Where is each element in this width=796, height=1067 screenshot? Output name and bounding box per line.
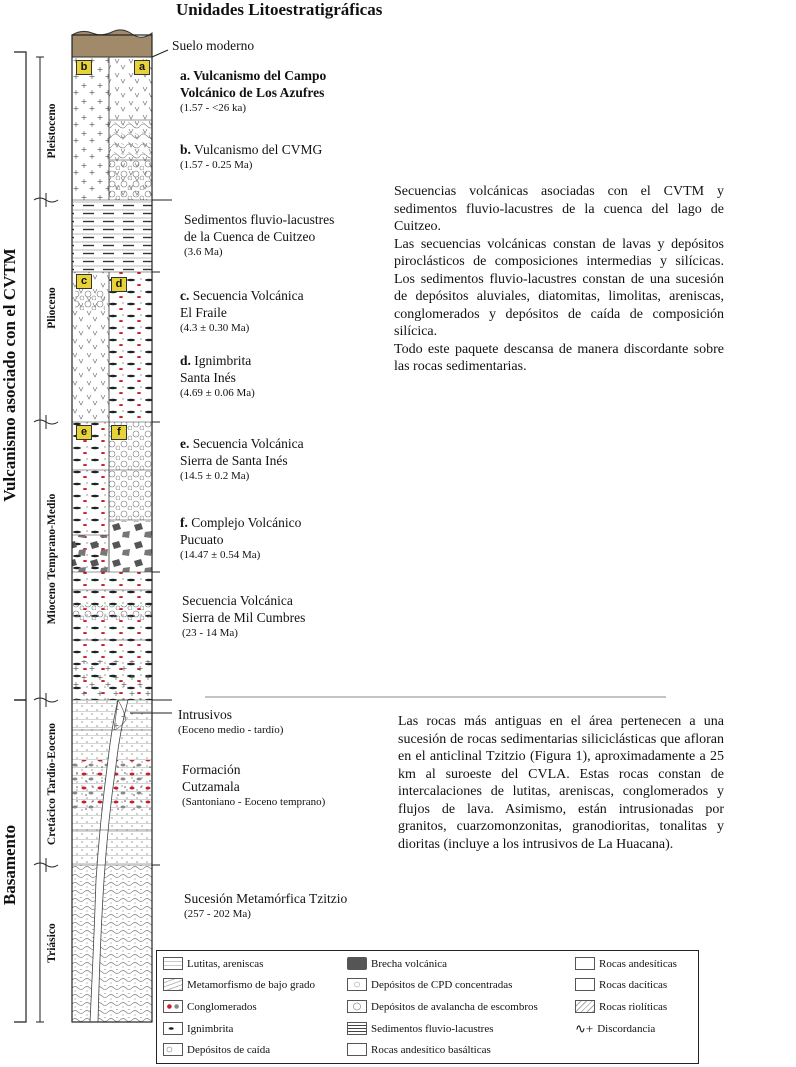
legend-rioliticas: Rocas riolíticas [575,1000,667,1013]
unit-d: d. Ignimbrita Santa Inés (4.69 ± 0.06 Ma) [180,353,255,399]
epoch-label-triasico: Triásico [46,923,58,963]
legend-avalancha: Depósitos de avalancha de escombros [347,1000,538,1013]
epoch-label-mioceno: Mioceno Temprano-Medio [46,493,58,625]
legend-ignimbrita: Ignimbrita [163,1022,233,1035]
unit-sedimentos: Sedimentos fluvio-lacustres de la Cuenca de Cuitzeo (3.6 Ma) [184,212,335,258]
unit-cutzamala: Formación Cutzamala (Santoniano - Eoceno temprano) [182,762,326,808]
badge-a: a [134,60,150,75]
epoch-label-plioceno: Plioceno [46,287,58,329]
description-basement: Las rocas más antiguas en el área pertenecen a una sucesión de rocas sedimentarias siliciclásticas que afloran en el anticlinal Tzitzio (Figura 1), aproximadamente a 25 km al suroeste del CVLA. Estas rocas constan de intercalaciones de lutitas, areniscas, conglomerados y flujos de lava. Asimismo, están intrusionadas por granitos, cuarzomonzonitas, granodioritas, tonalitas y dioritas (incluye a los intrusivos de La Huacana). [398,714,724,852]
diagram-title: Unidades Litoestratigráficas [176,0,383,19]
ignimbrita-swatch-icon [163,1022,183,1035]
description-volcanic: Secuencias volcánicas asociadas con el CVTM y sedimentos fluvio-lacustres de la cuenca del lago de Cuitzeo. Las secuencias volcánicas constan de lavas y depósitos piroclásticos de composiciones intermedias y silícicas. Los sedimentos fluvio-lacustres constan de una sucesión de depósitos aluviales, diatomitas, limolitas, areniscas, conglomerados y depósitos de caída de composición silícica. Todo este paquete descansa de manera discordante sobre las rocas sedimentarias. [394,184,724,374]
unit-mil-cumbres: Secuencia Volcánica Sierra de Mil Cumbres (23 - 14 Ma) [182,593,306,639]
legend-discordancia: ∿+ Discordancia [575,1021,656,1036]
andesitico-basalticas-swatch-icon [347,1043,367,1056]
brecha-swatch-icon [347,957,367,970]
andesiticas-swatch-icon [575,957,595,970]
rioliticas-swatch-icon [575,1000,595,1013]
conglomerados-swatch-icon [163,1000,183,1013]
legend-metamorfismo: Metamorfismo de bajo grado [163,978,315,991]
legend-lutitas: Lutitas, areniscas [163,957,263,970]
daciticas-swatch-icon [575,978,595,991]
lutitas-swatch-icon [163,957,183,970]
unit-intrusivos: Intrusivos (Eoceno medio - tardío) [178,707,284,736]
group-label-volcanic: Vulcanismo asociado con el CVTM [0,248,19,502]
legend-brecha: Brecha volcánica [347,957,447,970]
legend-andesitico-basalticas: Rocas andesítico basálticas [347,1043,491,1056]
cpd-swatch-icon [347,978,367,991]
legend-caida: Depósitos de caída [163,1043,270,1056]
epoch-label-pleistoceno: Pleistoceno [46,103,58,159]
legend [156,950,699,1064]
badge-c: c [76,274,92,289]
badge-e: e [76,425,92,440]
avalancha-swatch-icon [347,1000,367,1013]
unit-f: f. Complejo Volcánico Pucuato (14.47 ± 0.54 Ma) [180,515,302,561]
legend-cpd: Depósitos de CPD concentradas [347,978,512,991]
legend-fluvio: Sedimentos fluvio-lacustres [347,1022,494,1035]
legend-conglomerados: Conglomerados [163,1000,257,1013]
epoch-label-cretacico: Cretácico Tardío-Eoceno [46,722,58,846]
badge-d: d [111,277,127,292]
badge-f: f [111,425,127,440]
column-body [72,30,152,1022]
legend-andesiticas: Rocas andesíticas [575,957,677,970]
unit-tzitzio: Sucesión Metamórfica Tzitzio (257 - 202 Ma) [184,891,348,920]
unit-b: b. Vulcanismo del CVMG (1.57 - 0.25 Ma) [180,142,323,171]
badge-b: b [76,60,92,75]
group-label-basement: Basamento [0,824,19,906]
unit-c: c. Secuencia Volcánica El Fraile (4.3 ± 0.30 Ma) [180,288,304,334]
discordancia-symbol-icon: ∿+ [575,1021,594,1036]
unit-e: e. Secuencia Volcánica Sierra de Santa Inés (14.5 ± 0.2 Ma) [180,436,304,482]
fluvio-swatch-icon [347,1022,367,1035]
unit-a: a. Vulcanismo del Campo Volcánico de Los Azufres (1.57 - <26 ka) [180,68,327,114]
legend-daciticas: Rocas dacíticas [575,978,667,991]
unit-suelo: Suelo moderno [172,38,255,53]
caida-swatch-icon [163,1043,183,1056]
epoch-brackets [36,57,44,1022]
metamorfismo-swatch-icon [163,978,183,991]
